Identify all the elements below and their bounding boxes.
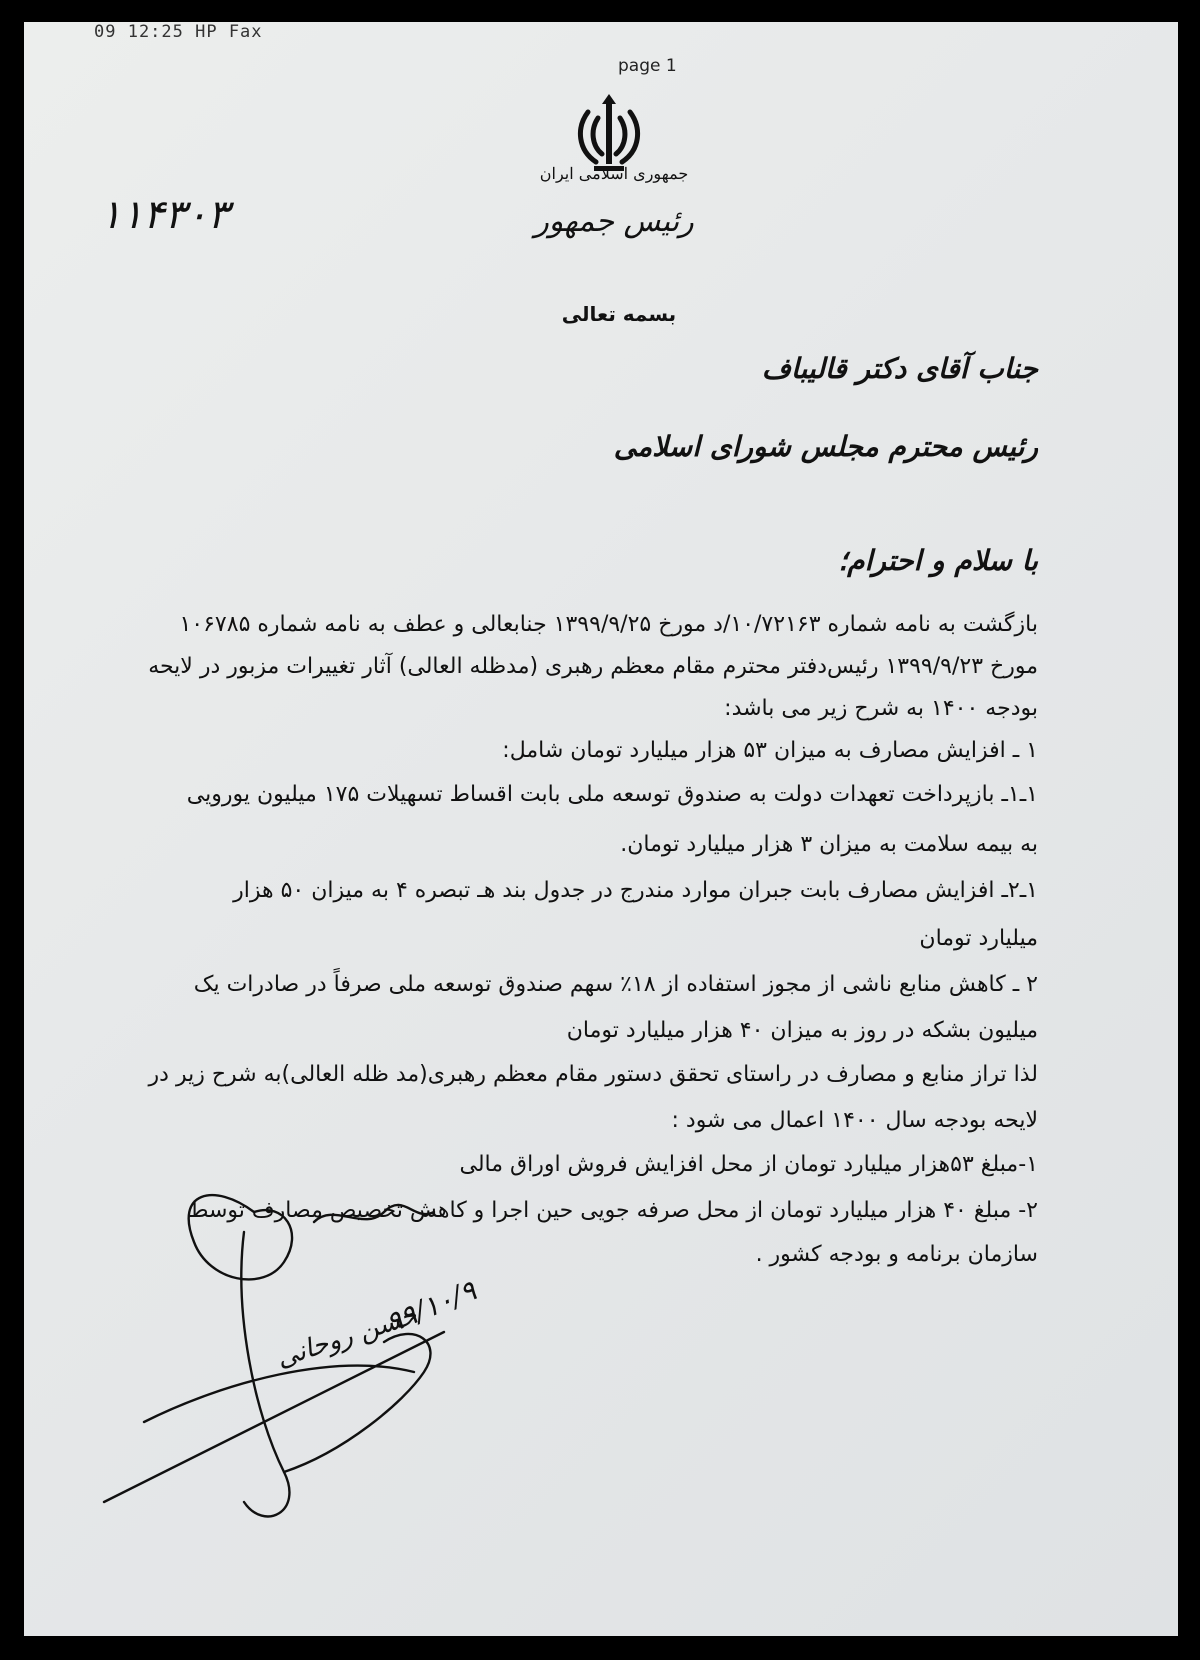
body-line: سازمان برنامه و بودجه کشور .: [755, 1242, 1038, 1267]
office-title: رئیس جمهور: [534, 204, 694, 239]
body-line: لایحه بودجه سال ۱۴۰۰ اعمال می شود :: [671, 1108, 1038, 1133]
addressee-name: جناب آقای دکتر قالیباف: [761, 352, 1038, 385]
addressee-title: رئیس محترم مجلس شورای اسلامی: [613, 430, 1038, 463]
page-label: page 1: [618, 56, 677, 76]
body-line: لذا تراز منابع و مصارف در راستای تحقق دستور مقام معظم رهبری(مد ظله العالی)به شرح زیر در: [148, 1062, 1038, 1087]
body-line: بودجه ۱۴۰۰ به شرح زیر می باشد:: [724, 696, 1038, 721]
letter-page: [24, 22, 1178, 1636]
greeting: با سلام و احترام؛: [838, 544, 1038, 577]
body-line: ۲ ـ کاهش منابع ناشی از مجوز استفاده از ۱۸٪ سهم صندوق توسعه ملی صرفاً در صادرات یک: [193, 972, 1038, 997]
signer-name: حسن روحانی: [272, 1300, 421, 1374]
body-line: ۱ـ۲ـ افزایش مصارف بابت جبران موارد مندرج در جدول بند هـ تبصره ۴ به میزان ۵۰ هزار: [233, 878, 1038, 903]
body-line: میلیون بشکه در روز به میزان ۴۰ هزار میلیارد تومان: [566, 1018, 1038, 1043]
fax-header: 09 12:25 HP Fax: [94, 22, 263, 42]
body-line: ۱-مبلغ ۵۳هزار میلیارد تومان از محل افزایش فروش اوراق مالی: [459, 1152, 1038, 1177]
body-line: ۲- مبلغ ۴۰ هزار میلیارد تومان از محل صرفه جویی حین اجرا و کاهش تخصیص مصارف توسط: [188, 1198, 1038, 1223]
letter-number: ۱۱۴۳۰۳: [100, 192, 229, 238]
body-line: میلیارد تومان: [919, 926, 1038, 951]
body-line: بازگشت به نامه شماره ۱۰/۷۲۱۶۳/د مورخ ۱۳۹۹/۹/۲۵ جنابعالی و عطف به نامه شماره ۱۰۶۷۸۵: [179, 612, 1038, 637]
body-line: مورخ ۱۳۹۹/۹/۲۳ رئیس‌دفتر محترم مقام معظم رهبری (مدظله العالی) آثار تغییرات مزبور در لایحه: [148, 654, 1038, 679]
body-line: ۱ ـ افزایش مصارف به میزان ۵۳ هزار میلیارد تومان شامل:: [502, 738, 1038, 763]
signature-date: ۹۹/۱۰/۹: [381, 1273, 481, 1340]
republic-title: جمهوری اسلامی ایران: [539, 164, 689, 183]
bismillah-heading: بسمه تعالی: [561, 302, 677, 326]
body-line: به بیمه سلامت به میزان ۳ هزار میلیارد تومان.: [620, 832, 1038, 857]
body-line: ۱ـ۱ـ بازپرداخت تعهدات دولت به صندوق توسعه ملی بابت اقساط تسهیلات ۱۷۵ میلیون یورویی: [186, 782, 1038, 807]
